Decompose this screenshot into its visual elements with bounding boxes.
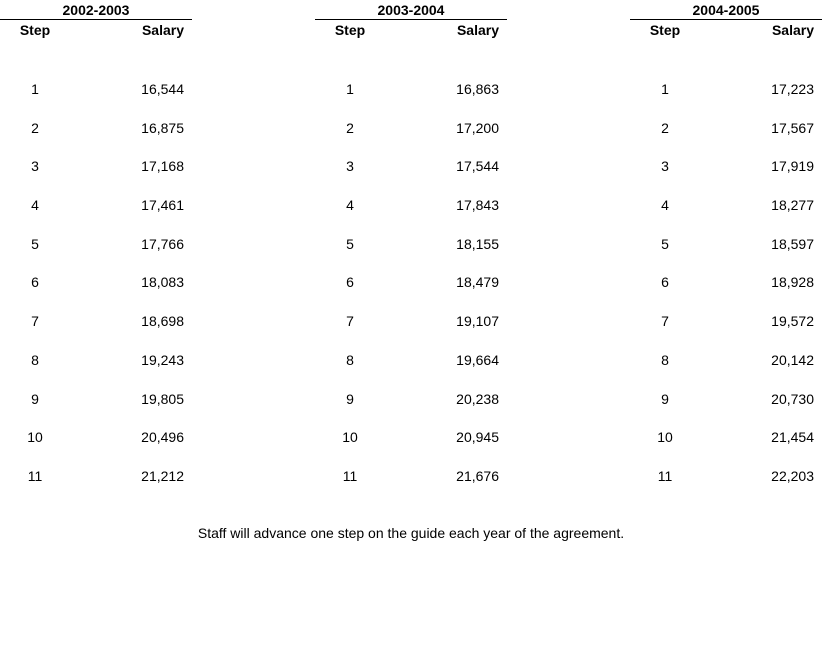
table-row <box>630 342 822 381</box>
step-cell: 10 <box>342 429 358 446</box>
step-cell: 11 <box>657 467 673 484</box>
step-cell: 4 <box>31 197 39 214</box>
table-row <box>630 110 822 149</box>
step-cell: 3 <box>346 158 354 175</box>
salary-table-2004-2005 <box>630 0 822 484</box>
salary-cell: 17,544 <box>456 158 499 175</box>
step-cell: 6 <box>661 274 669 291</box>
salary-cell: 20,945 <box>456 429 499 446</box>
salary-cell: 20,142 <box>771 351 814 368</box>
step-column-header: Step <box>19 22 51 38</box>
table-row <box>630 187 822 226</box>
step-cell: 5 <box>31 235 39 252</box>
table-row <box>0 458 192 497</box>
table-row <box>0 71 192 110</box>
salary-cell: 19,572 <box>771 313 814 330</box>
table-body <box>630 71 822 497</box>
step-cell: 8 <box>346 351 354 368</box>
salary-cell: 17,223 <box>771 81 814 97</box>
table-row <box>630 303 822 342</box>
table-row <box>630 381 822 420</box>
salary-cell: 17,200 <box>456 119 499 136</box>
step-cell: 9 <box>31 390 39 407</box>
step-cell: 5 <box>661 235 669 252</box>
table-body <box>315 71 507 497</box>
step-cell: 7 <box>346 313 354 330</box>
salary-cell: 18,277 <box>771 197 814 214</box>
table-row <box>0 148 192 187</box>
table-row <box>315 303 507 342</box>
salary-table-2002-2003 <box>0 0 192 484</box>
salary-cell: 16,875 <box>141 119 184 136</box>
table-row <box>0 419 192 458</box>
table-row <box>315 381 507 420</box>
table-row <box>630 71 822 110</box>
table-row <box>315 458 507 497</box>
salary-cell: 21,212 <box>141 467 184 484</box>
salary-cell: 21,676 <box>456 467 499 484</box>
salary-cell: 18,928 <box>771 274 814 291</box>
salary-cell: 19,243 <box>141 351 184 368</box>
step-cell: 6 <box>346 274 354 291</box>
step-cell: 3 <box>661 158 669 175</box>
table-row <box>630 419 822 458</box>
table-row <box>0 264 192 303</box>
salary-cell: 20,496 <box>141 429 184 446</box>
step-cell: 7 <box>31 313 39 330</box>
step-cell: 3 <box>31 158 39 175</box>
column-headers <box>315 20 507 42</box>
step-cell: 7 <box>661 313 669 330</box>
salary-cell: 17,766 <box>141 235 184 252</box>
salary-cell: 17,461 <box>141 197 184 214</box>
step-cell: 6 <box>31 274 39 291</box>
salary-cell: 19,664 <box>456 351 499 368</box>
step-column-header: Step <box>649 22 681 38</box>
table-row <box>315 187 507 226</box>
table-row <box>315 110 507 149</box>
footnote: Staff will advance one step on the guide each year of the agreement. <box>197 525 625 541</box>
table-row <box>315 419 507 458</box>
salary-table-2003-2004 <box>315 0 507 484</box>
salary-cell: 17,919 <box>771 158 814 175</box>
table-row <box>0 303 192 342</box>
salary-cell: 20,238 <box>456 390 499 407</box>
salary-cell: 17,567 <box>771 119 814 136</box>
table-row <box>0 110 192 149</box>
table-row <box>630 148 822 187</box>
step-cell: 10 <box>657 429 673 446</box>
salary-column-header: Salary <box>771 22 814 38</box>
table-row <box>315 148 507 187</box>
table-row <box>630 458 822 497</box>
year-heading: 2004-2005 <box>630 0 822 20</box>
salary-cell: 18,083 <box>141 274 184 291</box>
step-cell: 2 <box>346 119 354 136</box>
table-row <box>315 264 507 303</box>
step-cell: 1 <box>661 81 669 97</box>
year-heading: 2002-2003 <box>0 0 192 20</box>
table-row <box>315 71 507 110</box>
step-cell: 11 <box>27 467 43 484</box>
step-cell: 4 <box>346 197 354 214</box>
step-cell: 9 <box>661 390 669 407</box>
step-cell: 10 <box>27 429 43 446</box>
salary-cell: 19,107 <box>456 313 499 330</box>
step-cell: 8 <box>661 351 669 368</box>
step-cell: 4 <box>661 197 669 214</box>
salary-cell: 16,544 <box>141 81 184 97</box>
salary-column-header: Salary <box>456 22 499 38</box>
table-row <box>0 187 192 226</box>
step-cell: 5 <box>346 235 354 252</box>
table-row <box>315 226 507 265</box>
step-cell: 8 <box>31 351 39 368</box>
salary-cell: 18,597 <box>771 235 814 252</box>
salary-cell: 17,168 <box>141 158 184 175</box>
step-cell: 9 <box>346 390 354 407</box>
salary-cell: 21,454 <box>771 429 814 446</box>
salary-cell: 17,843 <box>456 197 499 214</box>
salary-cell: 20,730 <box>771 390 814 407</box>
salary-cell: 18,155 <box>456 235 499 252</box>
table-body <box>0 71 192 497</box>
year-heading: 2003-2004 <box>315 0 507 20</box>
salary-cell: 18,479 <box>456 274 499 291</box>
salary-cell: 19,805 <box>141 390 184 407</box>
step-cell: 2 <box>661 119 669 136</box>
column-headers <box>630 20 822 42</box>
step-cell: 2 <box>31 119 39 136</box>
table-row <box>0 381 192 420</box>
step-cell: 1 <box>31 81 39 97</box>
salary-column-header: Salary <box>141 22 184 38</box>
step-cell: 11 <box>342 467 358 484</box>
step-column-header: Step <box>334 22 366 38</box>
salary-cell: 22,203 <box>771 467 814 484</box>
salary-cell: 16,863 <box>456 81 499 97</box>
table-row <box>315 342 507 381</box>
table-row <box>630 226 822 265</box>
salary-cell: 18,698 <box>141 313 184 330</box>
table-row <box>0 226 192 265</box>
step-cell: 1 <box>346 81 354 97</box>
table-row <box>0 342 192 381</box>
table-row <box>630 264 822 303</box>
column-headers <box>0 20 192 42</box>
